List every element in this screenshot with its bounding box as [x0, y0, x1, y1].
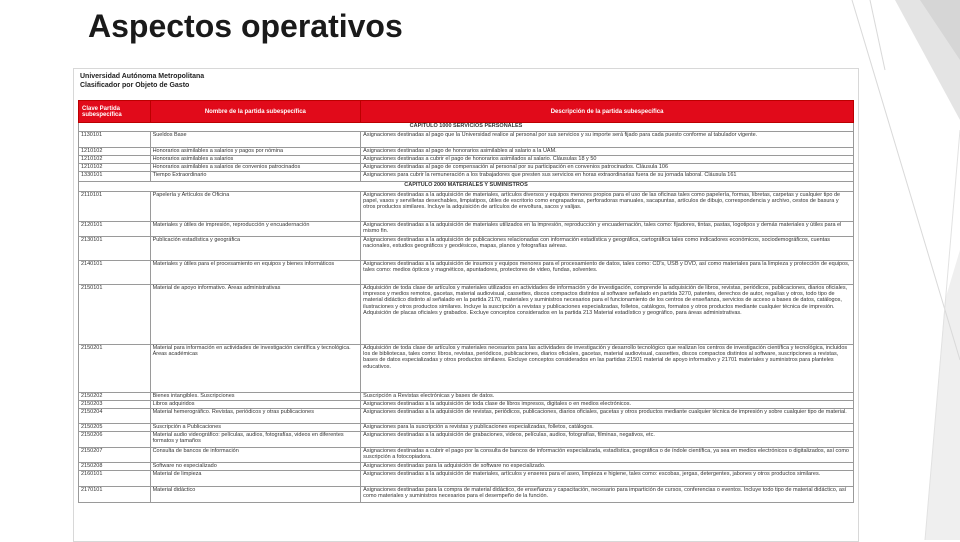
row-code: 2150206	[79, 432, 151, 448]
section-label: CAPÍTULO 1000 SERVICIOS PERSONALES	[79, 123, 854, 132]
table-row	[79, 401, 854, 409]
table-header-row	[79, 101, 854, 123]
row-code: 2150208	[79, 463, 151, 471]
row-name: Libros adquiridos	[150, 401, 361, 409]
table-row	[79, 192, 854, 222]
table-row	[79, 448, 854, 463]
row-name: Publicación estadística y geográfica	[150, 237, 361, 261]
table-row	[79, 156, 854, 164]
row-name: Honorarios asimilables a salarios	[150, 156, 361, 164]
row-code: 1330101	[79, 172, 151, 182]
row-name: Material de apoyo informativo. Áreas administrativas	[150, 285, 361, 345]
row-code: 2170101	[79, 487, 151, 503]
slide-title: Aspectos operativos	[88, 8, 403, 44]
row-description: Asignaciones destinadas a la adquisición de materiales, artículos y enseres para el aseo, limpieza e higiene, tales como: escobas, jergas, detergentes, jabones y otros productos similares.	[361, 471, 854, 487]
row-name: Sueldos Base	[150, 132, 361, 148]
section-row	[79, 123, 854, 132]
row-name: Papelería y Artículos de Oficina	[150, 192, 361, 222]
row-description: Asignaciones destinadas a cubrir el pago por la consulta de bancos de información especializada, estadística, geográfica o de índole científica, ya sea en medios electrónicos o digitalizados, así como suscripción a fotocopiadora.	[361, 448, 854, 463]
row-name: Honorarios asimilables a salarios y pagos por nómina	[150, 148, 361, 156]
row-description: Asignaciones destinadas a la adquisición de grabaciones, videos, películas, audios, fotografías, filminas, negativos, etc.	[361, 432, 854, 448]
row-code: 2160101	[79, 471, 151, 487]
row-description: Asignaciones destinadas para la adquisición de software no especializado.	[361, 463, 854, 471]
document-institution: Universidad Autónoma Metropolitana	[80, 73, 205, 80]
row-name: Material hemerográfico. Revistas, periódicos y otras publicaciones	[150, 409, 361, 424]
row-code: 1210102	[79, 148, 151, 156]
table-row	[79, 424, 854, 432]
row-code: 1130101	[79, 132, 151, 148]
row-description: Asignaciones destinadas a la adquisición de materiales, artículos diversos y equipos menores propios para el uso de las oficinas tales como papelería, formas, libretas, carpetas y cualquier tipo de papel, vasos y servilletas desechables, limpiatipos, útiles de escritorio como engrapadoras, perforadoras manuales, sacapuntas, artículos de dibujo, correspondencia y archivo, cestos de basura y otros productos similares. Incluye la adquisición de artículos de envoltura, sacos y valijas.	[361, 192, 854, 222]
document-scan	[73, 68, 859, 542]
row-description: Asignaciones destinadas al pago de compensación al personal por su participación en convenios patrocinados. Cláusula 106	[361, 164, 854, 172]
header-code: Clave Partida subespecífica	[79, 101, 151, 123]
row-name: Materiales y útiles de impresión, reproducción y encuadernación	[150, 222, 361, 237]
row-description: Adquisición de toda clase de artículos y materiales necesarios para las actividades de investigación y desarrollo tecnológico que realizan los centros de investigación científica y tecnológica, incluidos los de bibliotecas, tales como: libros, revistas, periódicos, publicaciones, diarios oficiales, gacetas, material audiovisual, cassettes, discos compactos distintos al software, suscripciones a revistas, bases de datos especializadas y otros productos similares. Excluye conceptos considerados en las partidas 21501 material de apoyo informativo y 21701 materiales y suministros para planteles educativos.	[361, 345, 854, 393]
header-name: Nombre de la partida subespecífica	[150, 101, 361, 123]
row-name: Material didáctico	[150, 487, 361, 503]
row-description: Asignaciones destinadas para la compra de material didáctico, de enseñanza y capacitación, necesario para impartición de cursos, conferencias o eventos. Incluye todo tipo de material didáctico, así como materiales y suministros necesarios para el desempeño de la función.	[361, 487, 854, 503]
table-row	[79, 463, 854, 471]
row-code: 2140101	[79, 261, 151, 285]
table-row	[79, 148, 854, 156]
table-row	[79, 164, 854, 172]
row-description: Asignaciones destinadas al pago de honorarios asimilables al salario a la UAM.	[361, 148, 854, 156]
budget-classifier-table	[78, 100, 854, 503]
table-row	[79, 393, 854, 401]
row-name: Honorarios asimilables a salarios de convenios patrocinados	[150, 164, 361, 172]
row-code: 2150207	[79, 448, 151, 463]
row-code: 2150201	[79, 345, 151, 393]
table-row	[79, 487, 854, 503]
row-code: 1210102	[79, 164, 151, 172]
row-name: Software no especializado	[150, 463, 361, 471]
row-description: Asignaciones destinadas a la adquisición de revistas, periódicos, publicaciones, diarios oficiales, gacetas y otros productos mediante cualquier técnica de impresión y sobre cualquier tipo de material.	[361, 409, 854, 424]
table-row	[79, 285, 854, 345]
row-name: Bienes intangibles. Suscripciones	[150, 393, 361, 401]
row-code: 2150204	[79, 409, 151, 424]
row-name: Consulta de bancos de información	[150, 448, 361, 463]
row-name: Tiempo Extraordinario	[150, 172, 361, 182]
row-code: 2150205	[79, 424, 151, 432]
table-row	[79, 237, 854, 261]
row-description: Asignaciones destinadas a la adquisición de materiales utilizados en la impresión, reproducción y encuadernación, tales como: fijadores, tintas, pastas, logotipos y demás materiales y útiles para el mismo fin.	[361, 222, 854, 237]
table-row	[79, 471, 854, 487]
row-description: Asignaciones destinadas a cubrir el pago de honorarios asimilados al salario. Cláusulas 18 y 50	[361, 156, 854, 164]
table-row	[79, 345, 854, 393]
section-label: CAPÍTULO 2000 MATERIALES Y SUMINISTROS	[79, 182, 854, 192]
row-code: 2150202	[79, 393, 151, 401]
section-row	[79, 182, 854, 192]
row-code: 1210102	[79, 156, 151, 164]
row-code: 2110101	[79, 192, 151, 222]
row-name: Materiales y útiles para el procesamiento en equipos y bienes informáticos	[150, 261, 361, 285]
table-row	[79, 261, 854, 285]
row-name: Material para información en actividades de investigación científica y tecnológica. Áreas académicas	[150, 345, 361, 393]
row-code: 2150101	[79, 285, 151, 345]
row-description: Asignaciones para cubrir la remuneración a los trabajadores que presten sus servicios en horas extraordinarias fuera de su jornada laboral. Cláusula 161	[361, 172, 854, 182]
table-row	[79, 432, 854, 448]
row-description: Suscripción a Revistas electrónicas y bases de datos.	[361, 393, 854, 401]
row-description: Asignaciones para la suscripción a revistas y publicaciones especializadas, folletos, catálogos.	[361, 424, 854, 432]
table-row	[79, 222, 854, 237]
row-code: 2120101	[79, 222, 151, 237]
header-description: Descripción de la partida subespecífica	[361, 101, 854, 123]
row-description: Asignaciones destinadas a la adquisición de insumos y equipos menores para el procesamiento de datos, tales como: CD's, USB y DVD, así como materiales para la limpieza y protección de equipos, tales como: medios ópticos y magnéticos, apuntadores, protectores de video, fundas, solventes.	[361, 261, 854, 285]
table-row	[79, 409, 854, 424]
row-description: Asignaciones destinadas a la adquisición de toda clase de libros impresos, digitales o en medios electrónicos.	[361, 401, 854, 409]
row-description: Asignaciones destinadas a la adquisición de publicaciones relacionadas con información estadística y geográfica, cartográfica tales como indicadores económicos, sociodemográficos, cuentas nacionales, estudios geográficos y geodésicos, mapas, planos y fotografías aéreas.	[361, 237, 854, 261]
row-name: Suscripción a Publicaciones	[150, 424, 361, 432]
row-description: Adquisición de toda clase de artículos y materiales utilizados en actividades de información y de investigación, comprende la adquisición de libros, revistas, periódicos, publicaciones, diarios oficiales, impresos y medios remotos, gacetas, material audiovisual, cassettes, discos compactos distintos al software señalado en partida 3270, patentes, derechos de autor, regalías y otros, todo tipo de material didáctico distinto al señalado en la partida 2170, materiales y suministros necesarios para el funcionamiento de los centros de enseñanza, servicios de acceso a bases de datos, catálogos, ilustraciones y otros productos similares. Incluye la suscripción a revistas y publicaciones especializadas, folletos, catálogos, formatos y otros productos mediante cualquier técnica de impresión. Adquisición de placas oficiales y grabados. Excluye conceptos considerados en la partida 213 Material estadístico y geográfico, para áreas administrativas.	[361, 285, 854, 345]
table-row	[79, 172, 854, 182]
row-code: 2150203	[79, 401, 151, 409]
row-name: Material de limpieza	[150, 471, 361, 487]
document-subtitle: Clasificador por Objeto de Gasto	[80, 82, 190, 89]
row-description: Asignaciones destinadas al pago que la Universidad realice al personal por sus servicios y su importe será fijado para cada puesto conforme al tabulador vigente.	[361, 132, 854, 148]
row-name: Material audio videográfico: películas, audios, fotografías, videos en diferentes formatos y tamaños	[150, 432, 361, 448]
row-code: 2130101	[79, 237, 151, 261]
table-row	[79, 132, 854, 148]
